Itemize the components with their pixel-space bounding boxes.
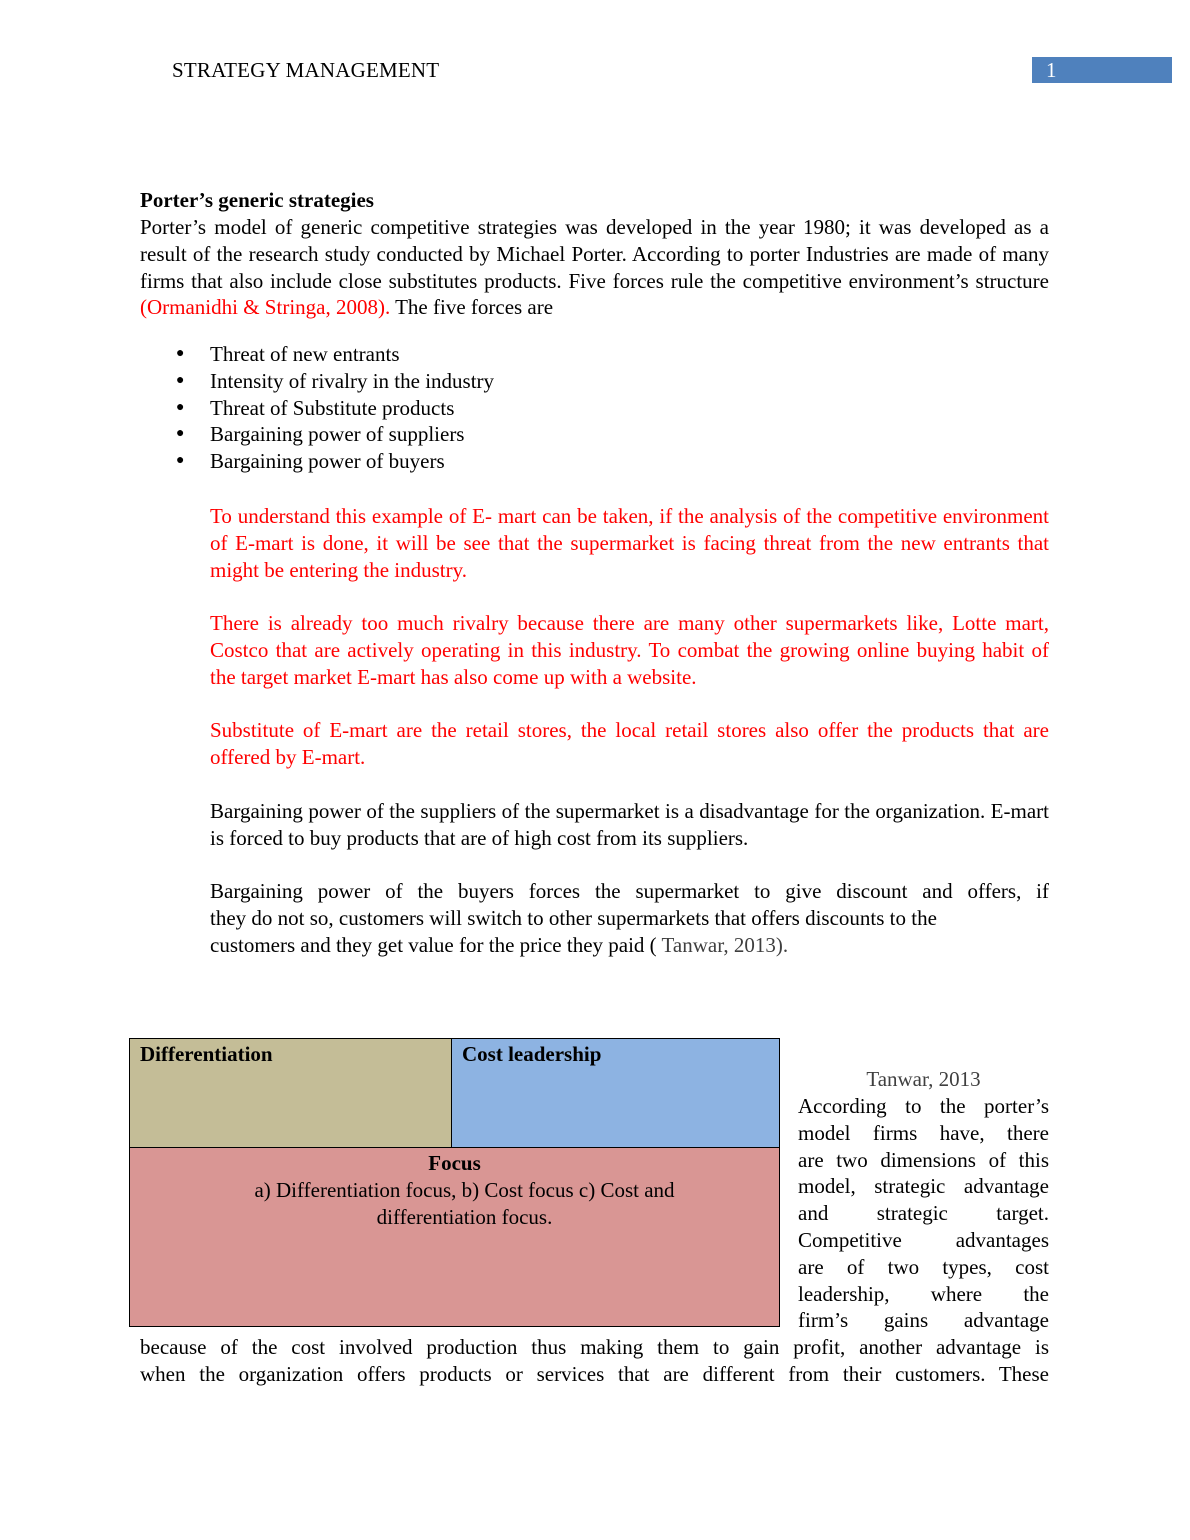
paragraph-rivalry: There is already too much rivalry because there are many other supermarkets like, Lotte mart, Costco that are actively operating in this industry. To combat the growing online buying habit of the target market E-mart has also come up with a website. [210, 611, 1049, 689]
side-citation: Tanwar, 2013 [866, 1067, 981, 1091]
page-number-badge: 1 [1032, 57, 1172, 83]
list-item: ● Threat of new entrants [176, 342, 400, 366]
intro-text: Porter’s model of generic competitive strategies was developed in the year 1980; it was developed as a result of the research study conducted by Michael Porter. According to porter Industries are made of many firms that also include close substitutes products. Five forces rule the competitive environment’s structure [140, 215, 1049, 293]
list-item: ● Threat of Substitute products [176, 395, 455, 420]
bullet-icon: ● [176, 346, 185, 361]
intro-citation: (Ormanidhi & Stringa, 2008). [140, 295, 391, 320]
list-item: ● Intensity of rivalry in the industry [176, 368, 495, 393]
paragraph-substitutes: Substitute of E-mart are the retail stores, the local retail stores also offer the products that are offered by E-mart. [210, 718, 1049, 769]
bullet-icon: ● [176, 399, 185, 415]
paragraph-new-entrants: To understand this example of E- mart can be taken, if the analysis of the competitive environment of E-mart is done, it will be see that the supermarket is facing threat from the new entrants that might be entering the industry. [210, 504, 1049, 582]
forces-list [140, 341, 494, 475]
bullet-icon: ● [176, 372, 185, 388]
list-item: ● Bargaining power of buyers [176, 449, 445, 474]
differentiation-box: Differentiation [129, 1038, 452, 1148]
list-item: ● Bargaining power of suppliers [176, 422, 465, 447]
intro-paragraph [140, 214, 1049, 321]
buyers-citation: Tanwar, 2013). [656, 932, 789, 957]
focus-items: a) Differentiation focus, b) Cost focus c) Cost and differentiation focus. [254, 1177, 675, 1229]
bullet-icon: ● [176, 426, 185, 442]
bullet-icon: ● [176, 453, 185, 469]
focus-title: Focus [428, 1151, 481, 1175]
paragraph-buyers: Bargaining power of the buyers forces the supermarket to give discount and offers, if they do not so, customers will switch to other supermarkets that offers discounts to the customers and they get value for the price they paid ( Tanwar, 2013). [210, 879, 1049, 957]
paragraph-suppliers: Bargaining power of the suppliers of the supermarket is a disadvantage for the organization. E-mart is forced to buy products that are of high cost from its suppliers. [210, 799, 1049, 850]
side-paragraph: According to the porter’s model firms have, there are two dimensions of this model, strategic advantage and strategic target. Competitive advantages are of two types, cost leadership, where the firm’s gains advantage [798, 1094, 1049, 1333]
bottom-paragraph: because of the cost involved production thus making them to gain profit, another advantage is when the organization offers products or services that are different from their customers. These [140, 1335, 1049, 1386]
section-heading: Porter’s generic strategies [140, 188, 374, 212]
header-title: STRATEGY MANAGEMENT [172, 58, 440, 82]
intro-tail: The five forces are [390, 295, 554, 320]
focus-box [129, 1147, 780, 1327]
cost-leadership-box: Cost leadership [451, 1038, 780, 1148]
